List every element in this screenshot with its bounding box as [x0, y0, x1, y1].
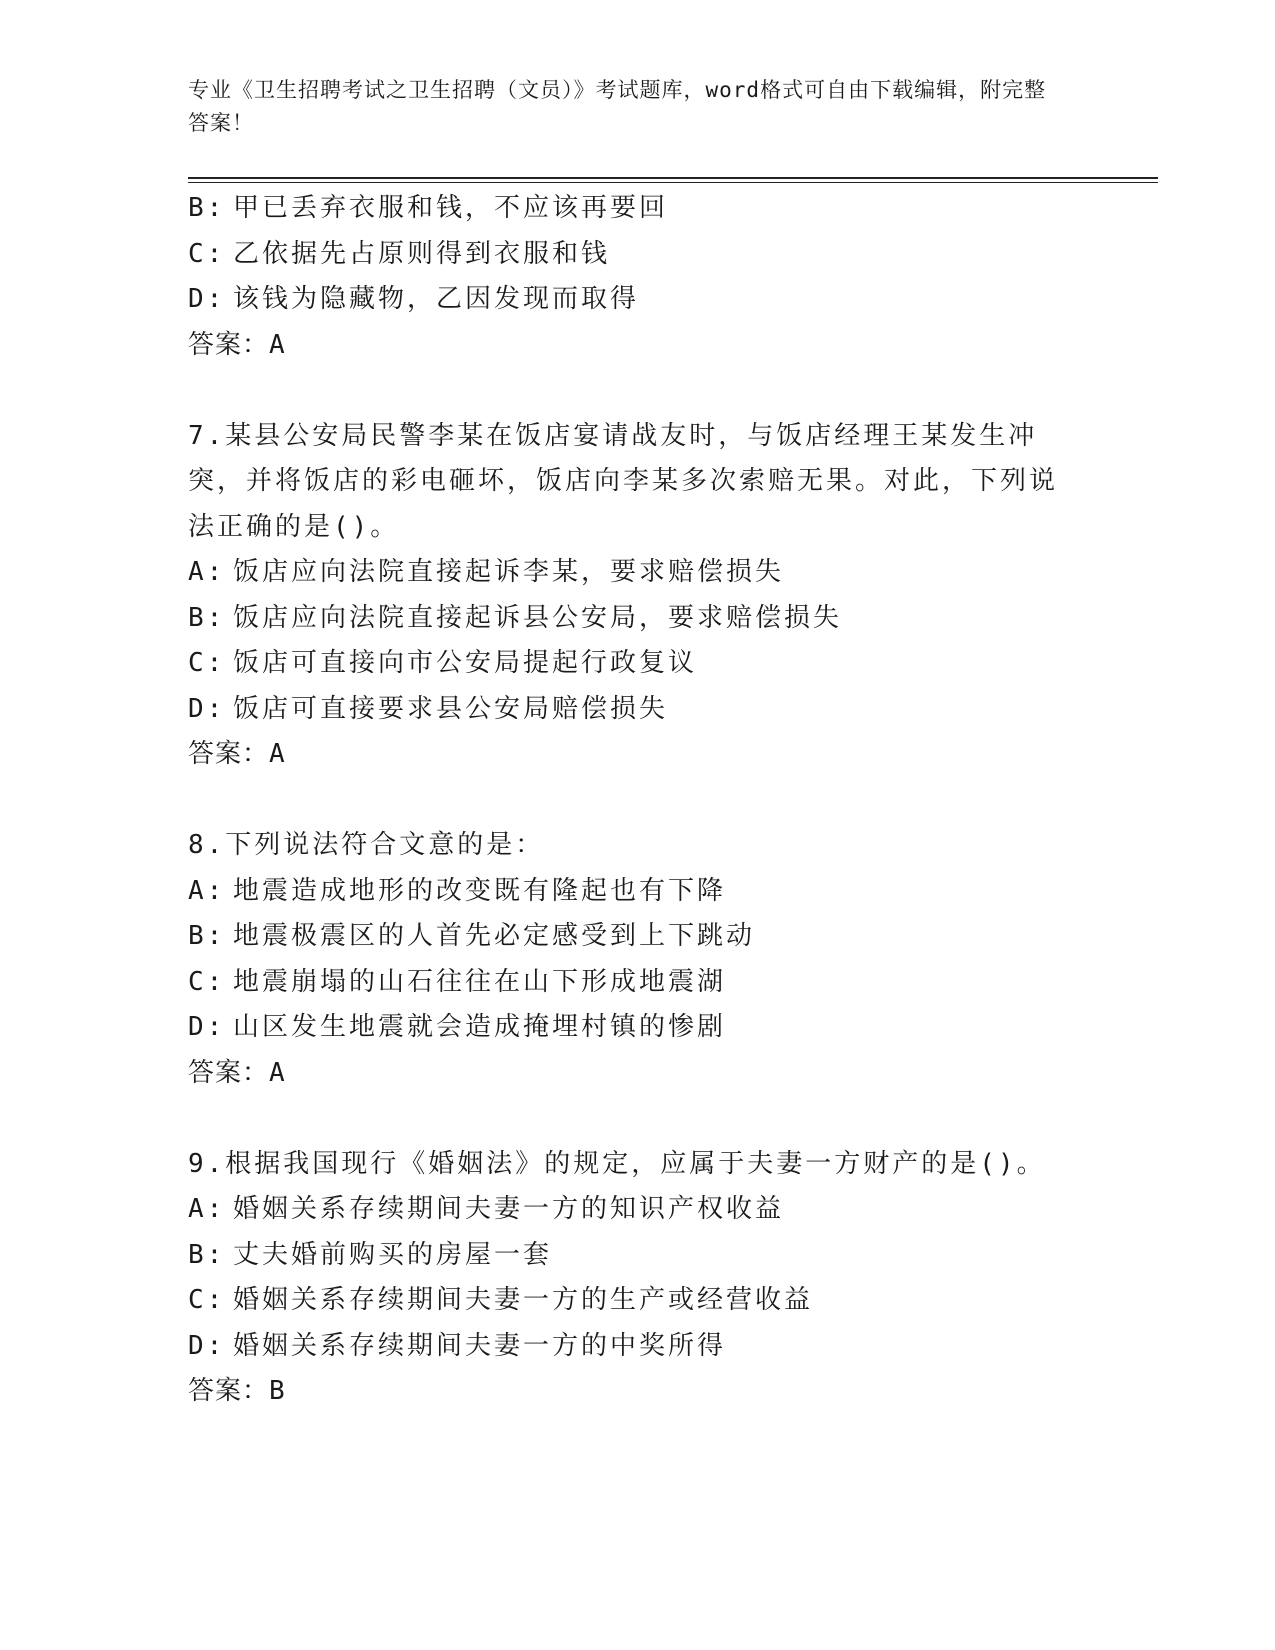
question-stem: 9.根据我国现行《婚姻法》的规定，应属于夫妻一方财产的是()。: [188, 1148, 1046, 1179]
option-text: 丈夫婚前购买的房屋一套: [233, 1239, 553, 1270]
option-d: [188, 1005, 1068, 1051]
option-letter: B:: [188, 193, 226, 223]
answer: 答案：A: [188, 1057, 286, 1088]
option-c: [188, 232, 1068, 278]
question-stem: 7.某县公安局民警李某在饭店宴请战友时，与饭店经理王某发生冲突，并将饭店的彩电砸坏，饭店向李某多次索赔无果。对此，下列说法正确的是()。: [188, 420, 1059, 542]
option-a: [188, 550, 1068, 596]
option-text: 该钱为隐藏物，乙因发现而取得: [233, 284, 640, 314]
option-letter: C:: [188, 966, 226, 997]
option-letter: A:: [188, 557, 226, 587]
option-b: [188, 186, 1068, 232]
option-text: 饭店可直接要求县公安局赔偿损失: [233, 693, 669, 724]
option-text: 饭店应向法院直接起诉县公安局，要求赔偿损失: [233, 602, 843, 633]
option-letter: A:: [188, 875, 226, 906]
option-text: 婚姻关系存续期间夫妻一方的中奖所得: [233, 1330, 727, 1361]
option-letter: B:: [188, 602, 226, 633]
option-text: 婚姻关系存续期间夫妻一方的生产或经营收益: [233, 1285, 814, 1315]
option-c: [188, 960, 1068, 1006]
option-text: 饭店应向法院直接起诉李某，要求赔偿损失: [233, 557, 785, 587]
question-9: [188, 1142, 1068, 1415]
option-text: 甲已丢弃衣服和钱，不应该再要回: [233, 193, 669, 223]
option-letter: B:: [188, 921, 226, 951]
option-b: [188, 1233, 1068, 1279]
option-letter: A:: [188, 1194, 226, 1224]
answer: 答案：B: [188, 1376, 286, 1406]
option-text: 乙依据先占原则得到衣服和钱: [233, 238, 611, 269]
header-divider: [188, 177, 1158, 179]
option-d: [188, 687, 1068, 733]
answer: 答案：A: [188, 739, 286, 769]
option-text: 山区发生地震就会造成掩埋村镇的惨剧: [233, 1012, 727, 1042]
question-stem: 8.下列说法符合文意的是：: [188, 830, 545, 860]
option-text: 婚姻关系存续期间夫妻一方的知识产权收益: [233, 1194, 785, 1224]
option-text: 饭店可直接向市公安局提起行政复议: [233, 648, 698, 678]
option-letter: C:: [188, 1285, 226, 1315]
option-d: [188, 277, 1068, 323]
option-a: [188, 869, 1068, 915]
option-text: 地震造成地形的改变既有隆起也有下降: [233, 875, 727, 906]
answer: 答案：A: [188, 329, 286, 360]
option-b: [188, 914, 1068, 960]
option-text: 地震崩塌的山石往往在山下形成地震湖: [233, 966, 727, 997]
page-header: [188, 74, 1068, 140]
option-letter: C:: [188, 238, 226, 269]
option-letter: D:: [188, 693, 226, 724]
header-text: 专业《卫生招聘考试之卫生招聘（文员）》考试题库，word格式可自由下载编辑，附完整答案！: [188, 78, 1047, 135]
option-letter: C:: [188, 648, 226, 678]
question-8: [188, 823, 1068, 1096]
option-a: [188, 1187, 1068, 1233]
option-letter: D:: [188, 1012, 226, 1042]
option-c: [188, 641, 1068, 687]
prev-question-tail: [188, 186, 1068, 368]
question-7: [188, 414, 1068, 778]
option-letter: D:: [188, 284, 226, 314]
option-letter: B:: [188, 1239, 226, 1270]
option-d: [188, 1324, 1068, 1370]
question-list: [188, 186, 1068, 1415]
option-c: [188, 1278, 1068, 1324]
option-text: 地震极震区的人首先必定感受到上下跳动: [233, 921, 756, 951]
option-letter: D:: [188, 1330, 226, 1361]
option-b: [188, 596, 1068, 642]
